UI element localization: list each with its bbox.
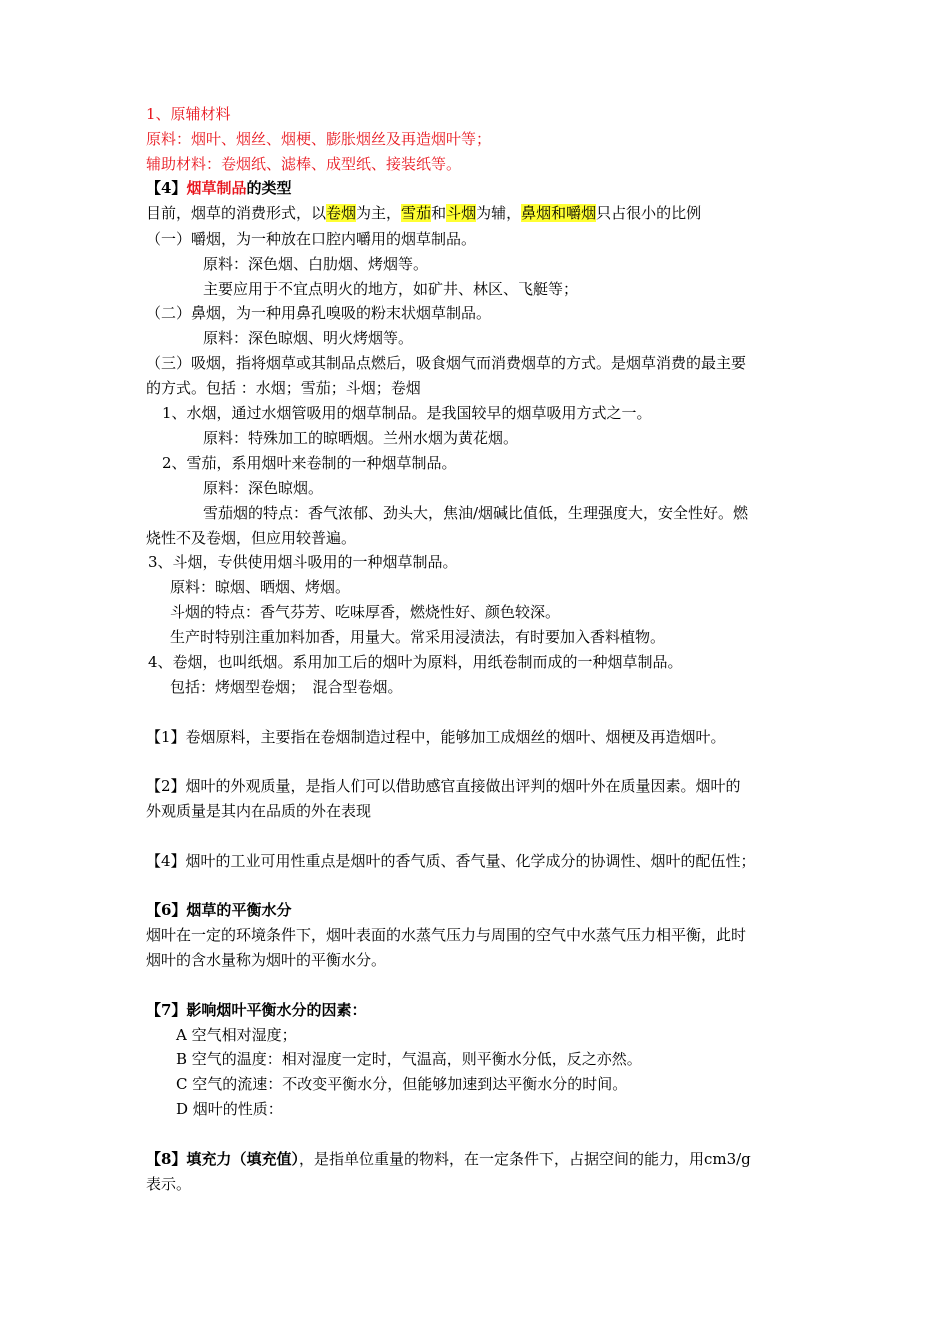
intro-text-5: 只占很小的比例: [596, 204, 702, 222]
intro-paragraph: [146, 203, 701, 223]
intro-text-1: 目前，烟草的消费形式，以: [146, 204, 327, 222]
highlight-pipe: 斗烟: [446, 204, 477, 222]
cigar-line: 2、雪茄，系用烟叶来卷制的一种烟草制品。: [162, 454, 457, 472]
intro-text-2: 为主，: [356, 204, 402, 222]
factor-c: C 空气的流速：不改变平衡水分，但能够加速到达平衡水分的时间。: [176, 1075, 628, 1093]
highlight-cigarette: 卷烟: [326, 204, 357, 222]
factor-b: B 空气的温度：相对湿度一定时，气温高，则平衡水分低，反之亦然。: [176, 1050, 642, 1068]
appearance-quality-para: 【2】烟叶的外观质量，是指人们可以借助感官直接做出评判的烟叶外在质量因素。烟叶的: [146, 777, 741, 795]
chewing-tobacco-line: （一）嚼烟，为一种放在口腔内嚼用的烟草制品。: [146, 230, 477, 248]
equilibrium-moisture-def: 烟叶在一定的环境条件下，烟叶表面的水蒸气压力与周围的空气中水蒸气压力相平衡，此时: [146, 926, 747, 944]
snuff-materials-line: 原料：深色晾烟、明火烤烟等。: [203, 329, 414, 347]
filling-power-para: [146, 1149, 751, 1169]
chewing-usage-line: 主要应用于不宜点明火的地方，如矿井、林区、飞艇等；: [203, 280, 579, 298]
pipe-materials-line: 原料：晾烟、晒烟、烤烟。: [170, 578, 351, 596]
snuff-line: （二）鼻烟，为一种用鼻孔嗅吸的粉末状烟草制品。: [146, 304, 492, 322]
smoking-line-cont: 的方式。包括 ：水烟；雪茄；斗烟；卷烟: [146, 379, 421, 397]
heading-red-text: 烟草制品: [186, 179, 247, 197]
intro-text-4: 为辅，: [476, 204, 522, 222]
highlight-snuff-chew: 鼻烟和嚼烟: [521, 204, 597, 222]
filling-power-def: ，是指单位重量的物料，在一定条件下，占据空间的能力，用cm3/g: [298, 1150, 751, 1168]
filling-power-para-cont: 表示。: [146, 1175, 192, 1193]
raw-materials-line: 原料：烟叶、烟丝、烟梗、膨胀烟丝及再造烟叶等；: [146, 130, 492, 148]
heading-moisture-factors: 【7】影响烟叶平衡水分的因素：: [146, 1001, 367, 1019]
water-pipe-line: 1、水烟，通过水烟管吸用的烟草制品。是我国较早的烟草吸用方式之一。: [162, 404, 652, 422]
heading-equilibrium-moisture: 【6】烟草的平衡水分: [146, 901, 292, 919]
pipe-production-line: 生产时特别注重加料加香，用量大。常采用浸渍法，有时要加入香料植物。: [170, 628, 666, 646]
chewing-materials-line: 原料：深色烟、白肋烟、烤烟等。: [203, 255, 429, 273]
water-pipe-materials-line: 原料：特殊加工的晾晒烟。兰州水烟为黄花烟。: [203, 429, 519, 447]
highlight-cigar: 雪茄: [401, 204, 432, 222]
cigar-materials-line: 原料：深色晾烟。: [203, 479, 324, 497]
heading-rest-text: 的类型: [246, 179, 292, 197]
appearance-quality-para-cont: 外观质量是其内在品质的外在表现: [146, 802, 372, 820]
cigarette-types-line: 包括：烤烟型卷烟； 混合型卷烟。: [170, 678, 403, 696]
factor-d: D 烟叶的性质：: [176, 1100, 283, 1118]
pipe-features-line: 斗烟的特点：香气芬芳、吃味厚香，燃烧性好、颜色较深。: [170, 603, 561, 621]
cigarette-raw-materials-para: 【1】卷烟原料，主要指在卷烟制造过程中，能够加工成烟丝的烟叶、烟梗及再造烟叶。: [146, 728, 726, 746]
equilibrium-moisture-def-cont: 烟叶的含水量称为烟叶的平衡水分。: [146, 951, 387, 969]
industrial-usability-para: 【4】烟叶的工业可用性重点是烟叶的香气质、香气量、化学成分的协调性、烟叶的配伍性；: [146, 852, 756, 870]
filling-power-term: 【8】填充力（填充值）: [146, 1150, 299, 1168]
cigar-features-line-cont: 烧性不及卷烟，但应用较普遍。: [146, 529, 357, 547]
section-title-materials: 1、原辅材料: [146, 105, 231, 123]
cigarette-line: 4、卷烟，也叫纸烟。系用加工后的烟叶为原料，用纸卷制而成的一种烟草制品。: [148, 653, 683, 671]
cigar-features-line: 雪茄烟的特点：香气浓郁、劲头大，焦油/烟碱比值低，生理强度大，安全性好。燃: [203, 504, 749, 522]
factor-a: A 空气相对湿度；: [176, 1026, 297, 1044]
heading-number: 【4】: [146, 179, 187, 197]
intro-text-3: 和: [431, 204, 447, 222]
heading-product-types: [146, 178, 291, 198]
pipe-tobacco-line: 3、斗烟，专供使用烟斗吸用的一种烟草制品。: [148, 553, 458, 571]
auxiliary-materials-line: 辅助材料：卷烟纸、滤棒、成型纸、接装纸等。: [146, 155, 462, 173]
smoking-line: （三）吸烟，指将烟草或其制品点燃后，吸食烟气而消费烟草的方式。是烟草消费的最主要: [146, 354, 747, 372]
